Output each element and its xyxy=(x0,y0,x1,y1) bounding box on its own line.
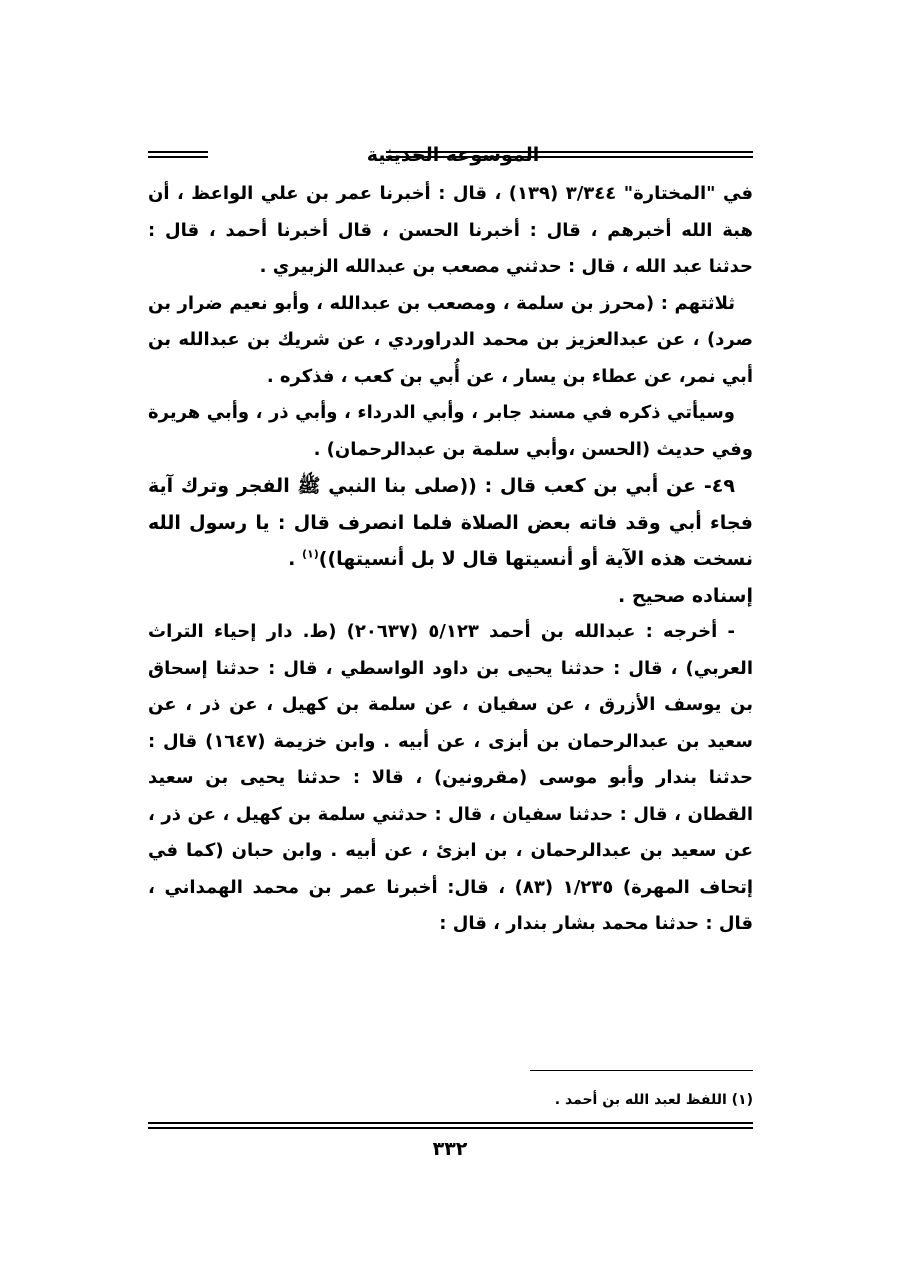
header-title: الموسوعة الحديثية xyxy=(366,144,540,166)
paragraph-takhrij: - أخرجه : عبدالله بن أحمد ٥/١٢٣ (٢٠٦٣٧) (ط. دار إحياء التراث العربي) ، قال : حدثنا يحيى بن داود الواسطي ، قال : حدثنا إسحاق بن يوسف الأزرق ، عن سفيان ، عن سلمة بن كهيل ، عن ذر ، عن سعيد بن عبدالرحمان بن أبزى ، عن أبيه . وابن خزيمة (١٦٤٧) قال : حدثنا بندار وأبو موسى (مقرونين) ، قالا : حدثنا يحيى بن سعيد القطان ، قال : حدثنا سفيان ، قال : حدثني سلمة بن كهيل ، عن ذر ، عن سعيد بن عبدالرحمان ، بن ابزئ ، عن أبيه . وابن حبان (كما في إتحاف المهرة) ١/٢٣٥ (٨٣) ، قال: أخبرنا عمر بن محمد الهمداني ، قال : حدثنا محمد بشار بندار ، قال : xyxy=(148,621,753,934)
hadith-49 xyxy=(148,468,753,578)
header-rule-right-top xyxy=(386,151,753,153)
paragraph-narrators: ثلاثتهم : (محرز بن سلمة ، ومصعب بن عبدالله ، وأبو نعيم ضرار بن صرد) ، عن عبدالعزيز بن محمد الدراوردي ، عن شريك بن عبدالله بن أبي نمر، عن عطاء بن يسار ، عن أُبي بن كعب ، فذكره . xyxy=(148,292,753,387)
header-rule-left-bottom xyxy=(148,156,208,158)
footnote-reference[interactable]: (١) xyxy=(302,547,319,561)
footer-rules xyxy=(148,1122,753,1132)
header-rule-left-top xyxy=(148,151,208,153)
footer-rule-bottom xyxy=(148,1127,753,1129)
footer-rule-top xyxy=(148,1122,753,1124)
isnad-grade: إسناده صحيح . xyxy=(617,584,753,607)
page-number: ٣٣٢ xyxy=(432,1138,468,1160)
body-text xyxy=(148,176,753,943)
hadith-text: ٤٩- عن أبي بن كعب قال : ((صلى بنا النبي ﷺ الفجر وترك آية فجاء أبي وقد فاته بعض الصلاة فلما انصرف قال : يا رسول الله نسخت هذه الآية أو أنسيتها قال لا بل أنسيتها)) xyxy=(148,475,753,570)
footnote-separator xyxy=(530,1070,753,1071)
paragraph-source-almukhtara: في "المختارة" ٣/٣٤٤ (١٣٩) ، قال : أخبرنا عمر بن علي الواعظ ، أن هبة الله أخبرهم ، قال : أخبرنا الحسن ، قال أخبرنا أحمد ، قال : حدثنا عبد الله ، قال : حدثني مصعب بن عبدالله الزبيري . xyxy=(148,183,753,277)
footnote-1: (١) اللفظ لعبد الله بن أحمد . xyxy=(554,1092,753,1108)
hadith-tail: . xyxy=(288,548,302,570)
header-rule-right-bottom xyxy=(386,156,753,158)
running-header xyxy=(148,140,753,172)
paragraph-cross-reference: وسيأتي ذكره في مسند جابر ، وأبي الدرداء ، وأبي ذر ، وأبي هريرة وفي حديث (الحسن ،وأبي سلمة بن عبدالرحمان) . xyxy=(148,402,753,460)
